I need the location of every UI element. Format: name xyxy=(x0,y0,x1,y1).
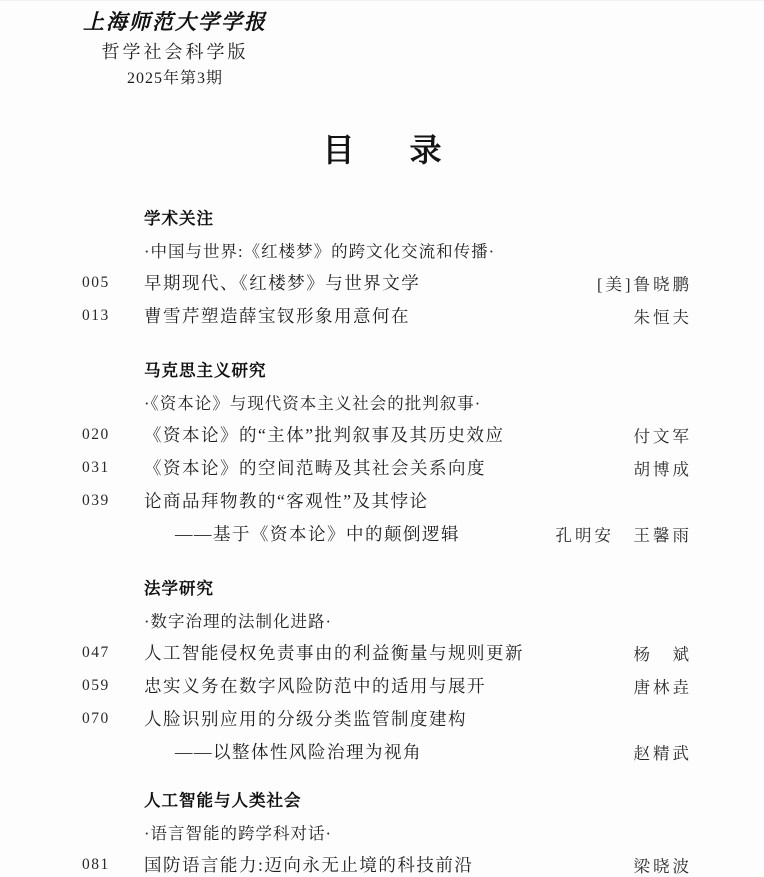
toc-title xyxy=(0,125,764,171)
section-heading: 法学研究 xyxy=(144,579,214,598)
entry-author: 胡博成 xyxy=(633,459,692,479)
toc-entry-subtitle-row xyxy=(0,735,764,768)
journal-masthead xyxy=(0,9,350,88)
toc-entry xyxy=(0,669,764,702)
toc-entry xyxy=(0,299,764,332)
entry-page-number: 020 xyxy=(82,425,110,443)
entry-title: 忠实义务在数字风险防范中的适用与展开 xyxy=(144,676,486,696)
entry-title: 《资本论》的空间范畴及其社会关系向度 xyxy=(144,458,486,478)
section-heading: 人工智能与人类社会 xyxy=(144,791,302,810)
entry-author: 孔明安 王馨雨 xyxy=(555,525,692,545)
entry-author: 赵精武 xyxy=(633,743,692,763)
entry-page-number: 031 xyxy=(82,458,110,476)
entry-title: 论商品拜物教的“客观性”及其悖论 xyxy=(144,491,429,511)
toc-title-char-2: 录 xyxy=(409,132,442,168)
toc-entry xyxy=(0,636,764,669)
entry-page-number: 013 xyxy=(82,306,110,324)
entry-author: [美]鲁晓鹏 xyxy=(597,274,692,294)
entry-subtitle: ——基于《资本论》中的颠倒逻辑 xyxy=(175,524,460,544)
entry-title: 《资本论》的“主体”批判叙事及其历史效应 xyxy=(144,425,505,445)
journal-issue: 2025年第3期 xyxy=(126,70,223,87)
entry-author: 付文军 xyxy=(633,426,692,446)
section-topic: ·数字治理的法制化进路· xyxy=(144,611,332,631)
entry-page-number: 059 xyxy=(82,676,110,694)
section-heading: 学术关注 xyxy=(144,209,214,228)
section-marxism-research xyxy=(0,352,764,550)
section-ai-and-society xyxy=(0,782,764,877)
toc-entry xyxy=(0,266,764,299)
section-topic: ·《资本论》与现代资本主义社会的批判叙事· xyxy=(144,393,482,413)
journal-name: 上海师范大学学报 xyxy=(83,10,267,34)
entry-page-number: 039 xyxy=(82,491,110,509)
entry-title: 人脸识别应用的分级分类监管制度建构 xyxy=(144,709,467,729)
entry-title: 人工智能侵权免责事由的利益衡量与规则更新 xyxy=(144,643,524,663)
entry-title: 早期现代、《红楼梦》与世界文学 xyxy=(144,273,421,293)
entry-page-number: 070 xyxy=(82,709,110,727)
entry-author: 杨 斌 xyxy=(633,644,692,664)
journal-edition: 哲学社会科学版 xyxy=(101,42,249,62)
toc-content xyxy=(0,200,764,877)
section-law-research xyxy=(0,570,764,768)
entry-page-number: 081 xyxy=(82,855,110,873)
entry-title: 曹雪芹塑造薛宝钗形象用意何在 xyxy=(144,306,410,326)
entry-author: 朱恒夫 xyxy=(633,307,692,327)
section-topic: ·中国与世界:《红楼梦》的跨文化交流和传播· xyxy=(144,241,496,261)
toc-entry xyxy=(0,484,764,517)
entry-author: 梁晓波 xyxy=(633,856,692,876)
entry-author: 唐林垚 xyxy=(633,677,692,697)
toc-entry xyxy=(0,451,764,484)
toc-entry xyxy=(0,848,764,877)
section-heading: 马克思主义研究 xyxy=(144,361,267,380)
section-topic: ·语言智能的跨学科对话· xyxy=(144,823,332,843)
toc-title-char-1: 目 xyxy=(322,132,355,168)
toc-entry-subtitle-row xyxy=(0,517,764,550)
entry-page-number: 005 xyxy=(82,273,110,291)
entry-subtitle: ——以整体性风险治理为视角 xyxy=(175,742,422,762)
section-academic-focus xyxy=(0,200,764,332)
toc-entry xyxy=(0,702,764,735)
entry-title: 国防语言能力:迈向永无止境的科技前沿 xyxy=(144,855,474,875)
entry-page-number: 047 xyxy=(82,643,110,661)
toc-entry xyxy=(0,418,764,451)
